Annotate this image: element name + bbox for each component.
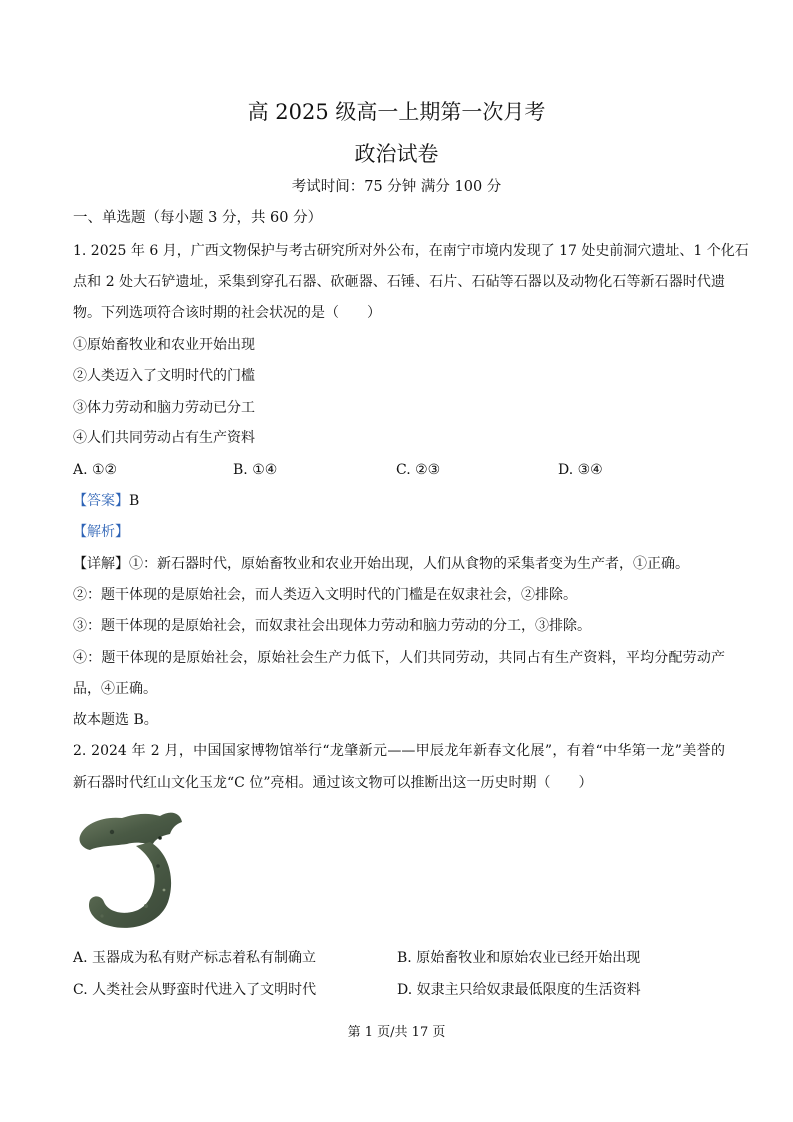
page-subtitle: 政治试卷	[354, 142, 439, 166]
q1-statement-4: ④人们共同劳动占有生产资料	[73, 430, 255, 446]
q2-option-b: B. 原始畜牧业和原始农业已经开始出现	[397, 950, 641, 966]
q1-statement-1: ①原始畜牧业和农业开始出现	[73, 337, 255, 353]
q1-conclusion: 故本题选 B。	[73, 712, 158, 728]
q1-detail-line-3: ③：题干体现的是原始社会，而奴隶社会出现体力劳动和脑力劳动的分工，③排除。	[73, 618, 591, 634]
q2-option-d: D. 奴隶主只给奴隶最低限度的生活资料	[397, 982, 641, 998]
q1-detail-line-5: 品，④正确。	[73, 681, 157, 697]
detail-tag: 【详解】	[73, 556, 129, 572]
jade-dragon-image	[72, 806, 187, 934]
analysis-tag: 【解析】	[73, 524, 129, 540]
q1-detail-line-2: ②：题干体现的是原始社会，而人类迈入文明时代的门槛是在奴隶社会，②排除。	[73, 587, 577, 603]
answer-tag: 【答案】	[73, 493, 129, 509]
q1-stem-line-2: 点和 2 处大石铲遗址，采集到穿孔石器、砍砸器、石锤、石片、石砧等石器以及动物化石等新石器时代遗	[73, 274, 725, 290]
q1-stem-line-1: 1. 2025 年 6 月，广西文物保护与考古研究所对外公布，在南宁市境内发现了 17 处史前洞穴遗址、1 个化石	[73, 243, 749, 259]
q1-statement-2: ②人类迈入了文明时代的门槛	[73, 368, 255, 384]
q2-stem-line-1: 2. 2024 年 2 月，中国国家博物馆举行“龙肇新元——甲辰龙年新春文化展”，有着“中华第一龙”美誉的	[73, 743, 725, 759]
q2-stem-line-2: 新石器时代红山文化玉龙“C 位”亮相。通过该文物可以推断出这一历史时期（ ）	[73, 775, 593, 791]
q2-option-c: C. 人类社会从野蛮时代进入了文明时代	[73, 982, 317, 998]
detail-text-1: ①：新石器时代，原始畜牧业和农业开始出现，人们从食物的采集者变为生产者，①正确。	[129, 556, 689, 572]
exam-info: 考试时间：75 分钟 满分 100 分	[291, 179, 502, 195]
q1-detail-line-1	[73, 554, 725, 574]
q1-answer	[73, 491, 725, 511]
q1-option-d: D. ③④	[558, 462, 603, 478]
q1-statement-3: ③体力劳动和脑力劳动已分工	[73, 400, 255, 416]
q1-stem-line-3: 物。下列选项符合该时期的社会状况的是（ ）	[73, 305, 381, 321]
q1-option-c: C. ②③	[396, 462, 441, 478]
page-footer: 第 1 页/共 17 页	[347, 1025, 446, 1040]
q2-option-a: A. 玉器成为私有财产标志着私有制确立	[73, 950, 317, 966]
q1-detail-line-4: ④：题干体现的是原始社会，原始社会生产力低下，人们共同劳动，共同占有生产资料，平均分配劳动产	[73, 650, 725, 666]
page-title: 高 2025 级高一上期第一次月考	[247, 100, 546, 124]
q1-option-a: A. ①②	[73, 462, 118, 478]
section-heading: 一、单选题（每小题 3 分，共 60 分）	[73, 210, 323, 226]
q1-option-b: B. ①④	[233, 462, 278, 478]
answer-value: B	[129, 493, 140, 509]
